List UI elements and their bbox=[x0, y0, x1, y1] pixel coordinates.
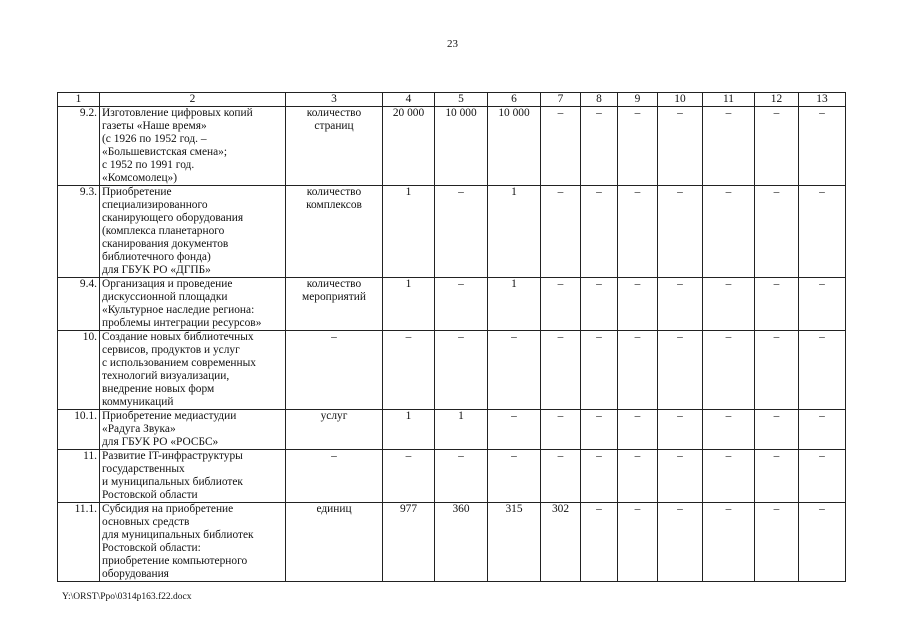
row-value: – bbox=[618, 331, 658, 410]
row-unit: услуг bbox=[286, 410, 383, 450]
row-value: – bbox=[703, 107, 755, 186]
row-value: 1 bbox=[435, 410, 488, 450]
row-value: – bbox=[618, 107, 658, 186]
row-value: – bbox=[488, 450, 541, 503]
row-value: – bbox=[488, 331, 541, 410]
row-number: 11. bbox=[58, 450, 100, 503]
table-row bbox=[58, 278, 846, 331]
row-number: 10. bbox=[58, 331, 100, 410]
row-name: Организация и проведение дискуссионной площадки «Культурное наследие региона: проблемы интеграции ресурсов» bbox=[100, 278, 286, 331]
row-number: 9.2. bbox=[58, 107, 100, 186]
row-value: – bbox=[799, 278, 846, 331]
row-value: 302 bbox=[541, 503, 581, 582]
row-value: – bbox=[435, 278, 488, 331]
row-value: – bbox=[799, 503, 846, 582]
row-value: – bbox=[383, 450, 435, 503]
row-name: Приобретение специализированного сканирующего оборудования (комплекса планетарного сканирования документов библиотечного фонда) для ГБУК РО «ДГПБ» bbox=[100, 186, 286, 278]
row-value: – bbox=[618, 450, 658, 503]
column-header: 9 bbox=[618, 93, 658, 107]
row-value: – bbox=[541, 107, 581, 186]
row-value: – bbox=[703, 410, 755, 450]
row-name: Развитие IT-инфраструктуры государственных и муниципальных библиотек Ростовской области bbox=[100, 450, 286, 503]
row-value: – bbox=[703, 331, 755, 410]
row-value: 20 000 bbox=[383, 107, 435, 186]
row-number: 9.4. bbox=[58, 278, 100, 331]
row-unit: количество мероприятий bbox=[286, 278, 383, 331]
row-unit: – bbox=[286, 331, 383, 410]
row-value: – bbox=[658, 107, 703, 186]
row-value: – bbox=[755, 503, 799, 582]
row-value: – bbox=[755, 186, 799, 278]
row-value: – bbox=[435, 450, 488, 503]
row-value: – bbox=[658, 410, 703, 450]
column-header: 5 bbox=[435, 93, 488, 107]
table-row bbox=[58, 331, 846, 410]
row-value: 10 000 bbox=[488, 107, 541, 186]
row-value: – bbox=[581, 450, 618, 503]
row-value: – bbox=[541, 186, 581, 278]
row-value: 977 bbox=[383, 503, 435, 582]
row-value: – bbox=[435, 331, 488, 410]
row-unit: – bbox=[286, 450, 383, 503]
column-header: 3 bbox=[286, 93, 383, 107]
row-value: – bbox=[581, 186, 618, 278]
table-row bbox=[58, 107, 846, 186]
column-header: 7 bbox=[541, 93, 581, 107]
row-value: – bbox=[618, 278, 658, 331]
column-header: 11 bbox=[703, 93, 755, 107]
row-unit: единиц bbox=[286, 503, 383, 582]
row-value: – bbox=[581, 331, 618, 410]
column-header: 12 bbox=[755, 93, 799, 107]
file-path-footer: Y:\ORST\Ppo\0314p163.f22.docx bbox=[62, 592, 192, 602]
row-number: 10.1. bbox=[58, 410, 100, 450]
row-value: – bbox=[799, 331, 846, 410]
row-name: Субсидия на приобретение основных средств для муниципальных библиотек Ростовской области: приобретение компьютерного оборудования bbox=[100, 503, 286, 582]
row-value: 1 bbox=[488, 278, 541, 331]
row-value: 1 bbox=[383, 410, 435, 450]
table-row bbox=[58, 186, 846, 278]
row-value: – bbox=[541, 278, 581, 331]
row-value: 1 bbox=[383, 278, 435, 331]
row-value: 1 bbox=[488, 186, 541, 278]
table-row bbox=[58, 503, 846, 582]
row-value: – bbox=[581, 107, 618, 186]
header-row bbox=[58, 93, 846, 107]
table-row bbox=[58, 450, 846, 503]
column-header: 4 bbox=[383, 93, 435, 107]
column-header: 8 bbox=[581, 93, 618, 107]
row-value: – bbox=[658, 503, 703, 582]
column-header: 1 bbox=[58, 93, 100, 107]
row-value: – bbox=[541, 331, 581, 410]
row-value: 10 000 bbox=[435, 107, 488, 186]
row-value: – bbox=[799, 410, 846, 450]
row-value: – bbox=[488, 410, 541, 450]
row-value: – bbox=[618, 503, 658, 582]
row-value: – bbox=[658, 450, 703, 503]
row-value: – bbox=[658, 186, 703, 278]
row-value: – bbox=[703, 186, 755, 278]
row-value: – bbox=[799, 186, 846, 278]
row-unit: количество комплексов bbox=[286, 186, 383, 278]
row-number: 9.3. bbox=[58, 186, 100, 278]
table-row bbox=[58, 410, 846, 450]
row-name: Приобретение медиастудии «Радуга Звука» для ГБУК РО «РОСБС» bbox=[100, 410, 286, 450]
row-value: – bbox=[581, 278, 618, 331]
row-value: – bbox=[799, 107, 846, 186]
row-value: – bbox=[658, 278, 703, 331]
row-value: – bbox=[755, 278, 799, 331]
column-header: 13 bbox=[799, 93, 846, 107]
row-value: – bbox=[581, 503, 618, 582]
row-value: – bbox=[703, 450, 755, 503]
row-value: – bbox=[755, 331, 799, 410]
data-table bbox=[57, 92, 846, 582]
row-value: – bbox=[541, 410, 581, 450]
row-value: – bbox=[435, 186, 488, 278]
row-number: 11.1. bbox=[58, 503, 100, 582]
row-name: Создание новых библиотечных сервисов, продуктов и услуг с использованием современных технологий визуализации, внедрение новых форм коммуникаций bbox=[100, 331, 286, 410]
row-value: 1 bbox=[383, 186, 435, 278]
row-value: 360 bbox=[435, 503, 488, 582]
row-value: – bbox=[581, 410, 618, 450]
row-value: – bbox=[755, 410, 799, 450]
row-value: – bbox=[703, 278, 755, 331]
row-value: – bbox=[658, 331, 703, 410]
column-header: 10 bbox=[658, 93, 703, 107]
row-value: – bbox=[383, 331, 435, 410]
row-value: – bbox=[755, 450, 799, 503]
row-value: – bbox=[703, 503, 755, 582]
row-value: – bbox=[799, 450, 846, 503]
row-value: – bbox=[618, 186, 658, 278]
row-value: – bbox=[541, 450, 581, 503]
row-name: Изготовление цифровых копий газеты «Наше время» (с 1926 по 1952 год. – «Большевистская смена»; с 1952 по 1991 год. «Комсомолец») bbox=[100, 107, 286, 186]
column-header: 6 bbox=[488, 93, 541, 107]
row-value: – bbox=[755, 107, 799, 186]
row-value: – bbox=[618, 410, 658, 450]
row-unit: количество страниц bbox=[286, 107, 383, 186]
page-number: 23 bbox=[447, 38, 458, 50]
row-value: 315 bbox=[488, 503, 541, 582]
column-header: 2 bbox=[100, 93, 286, 107]
